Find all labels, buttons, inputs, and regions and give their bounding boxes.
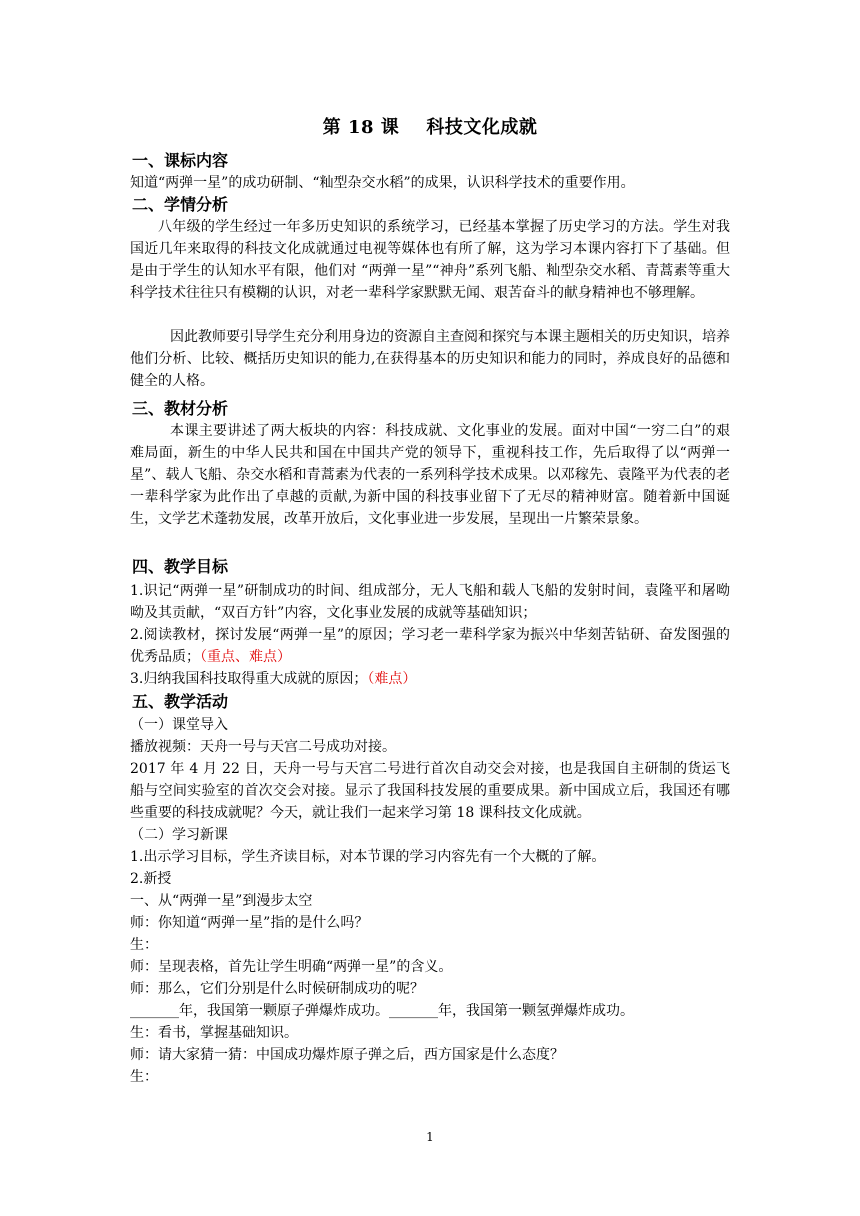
teaching-goal-3 bbox=[130, 668, 730, 690]
teaching-goal-2 bbox=[130, 624, 730, 668]
subheading-new-lesson: （二）学习新课 bbox=[130, 827, 228, 843]
activity-line-video: 播放视频：天舟一号与天宫二号成功对接。 bbox=[130, 739, 396, 755]
dialogue-line-3: 师：呈现表格，首先让学生明确“两弹一星”的含义。 bbox=[130, 959, 453, 975]
section-heading-student-analysis: 二、学情分析 bbox=[132, 195, 229, 214]
activity-line-goals: 1.出示学习目标，学生齐读目标，对本节课的学习内容先有一个大概的了解。 bbox=[130, 849, 606, 865]
activity-line-topic-1: 一、从“两弹一星”到漫步太空 bbox=[130, 893, 313, 909]
difficult-tag: （难点） bbox=[367, 671, 417, 687]
dialogue-line-6: 师：请大家猜一猜：中国成功爆炸原子弹之后，西方国家是什么态度？ bbox=[130, 1047, 564, 1063]
student-analysis-paragraph-2: 因此教师要引导学生充分利用身边的资源自主查阅和探究与本课主题相关的历史知识，培养他们分析、比较、概括历史知识的能力,在获得基本的历史知识和能力的同时，养成良好的品德和健全的人格。 bbox=[130, 329, 730, 389]
section-heading-curriculum: 一、课标内容 bbox=[132, 151, 229, 170]
dialogue-line-1: 师：你知道“两弹一星”指的是什么吗？ bbox=[130, 915, 369, 931]
dialogue-line-4: 师：那么，它们分别是什么时候研制成功的呢？ bbox=[130, 981, 424, 997]
student-analysis-paragraph-1: 八年级的学生经过一年多历史知识的系统学习，已经基本掌握了历史学习的方法。学生对我国近几年来取得的科技文化成就通过电视等媒体也有所了解，这为学习本课内容打下了基础。但是由于学生的认知水平有限，他们对 “两弹一星”“神舟”系列飞船、籼型杂交水稻、青蒿素等重大科学技术往往只有模糊的认识，对老一辈科学家默默无闻、艰苦奋斗的献身精神也不够理解。 bbox=[130, 219, 730, 301]
teaching-goal-1: 1.识记“两弹一星”研制成功的时间、组成部分，无人飞船和载人飞船的发射时间，袁隆平和屠呦呦及其贡献，“双百方针”内容，文化事业发展的成就等基础知识； bbox=[130, 583, 730, 621]
fill-in-blank-line: _______年，我国第一颗原子弹爆炸成功。_______年，我国第一颗氢弹爆炸成功。 bbox=[130, 1003, 634, 1019]
subheading-lesson-intro: （一）课堂导入 bbox=[130, 717, 228, 733]
page-number: 1 bbox=[426, 1130, 434, 1144]
activity-line-new-teaching: 2.新授 bbox=[130, 871, 172, 887]
dialogue-line-7: 生： bbox=[130, 1069, 158, 1085]
teaching-goal-2-text: 2.阅读教材，探讨发展“两弹一星”的原因；学习老一辈科学家为振兴中华刻苦钻研、奋发图强的优秀品质； bbox=[130, 627, 730, 665]
textbook-analysis-paragraph: 本课主要讲述了两大板块的内容：科技成就、文化事业的发展。面对中国“一穷二白”的艰难局面，新生的中华人民共和国在中国共产党的领导下，重视科技工作，先后取得了以“两弹一星”、载人飞船、杂交水稻和青蒿素为代表的一系列科学技术成果。以邓稼先、袁隆平为代表的老一辈科学家为此作出了卓越的贡献,为新中国的科技事业留下了无尽的精神财富。随着新中国诞生，文学艺术蓬勃发展，改革开放后，文化事业进一步发展，呈现出一片繁荣景象。 bbox=[130, 423, 730, 527]
dialogue-line-2: 生： bbox=[130, 937, 158, 953]
teaching-goal-3-text: 3.归纳我国科技取得重大成就的原因； bbox=[130, 671, 368, 687]
activity-line-docking: 2017 年 4 月 22 日，天舟一号与天宫二号进行首次自动交会对接，也是我国自主研制的货运飞船与空间实验室的首次交会对接。显示了我国科技发展的重要成果。新中国成立后，我国还有哪些重要的科技成就呢？今天，就让我们一起来学习第 18 课科技文化成就。 bbox=[130, 761, 730, 821]
page-title: 第 18 课 科技文化成就 bbox=[322, 117, 538, 138]
curriculum-text: 知道“两弹一星”的成功研制、“籼型杂交水稻”的成果，认识科学技术的重要作用。 bbox=[130, 175, 635, 191]
section-heading-teaching-activities: 五、教学活动 bbox=[132, 692, 229, 711]
dialogue-line-5: 生：看书，掌握基础知识。 bbox=[130, 1025, 298, 1041]
section-heading-teaching-goals: 四、教学目标 bbox=[132, 557, 229, 576]
key-difficult-tag: （重点、难点） bbox=[200, 649, 291, 665]
section-heading-textbook-analysis: 三、教材分析 bbox=[132, 399, 229, 418]
